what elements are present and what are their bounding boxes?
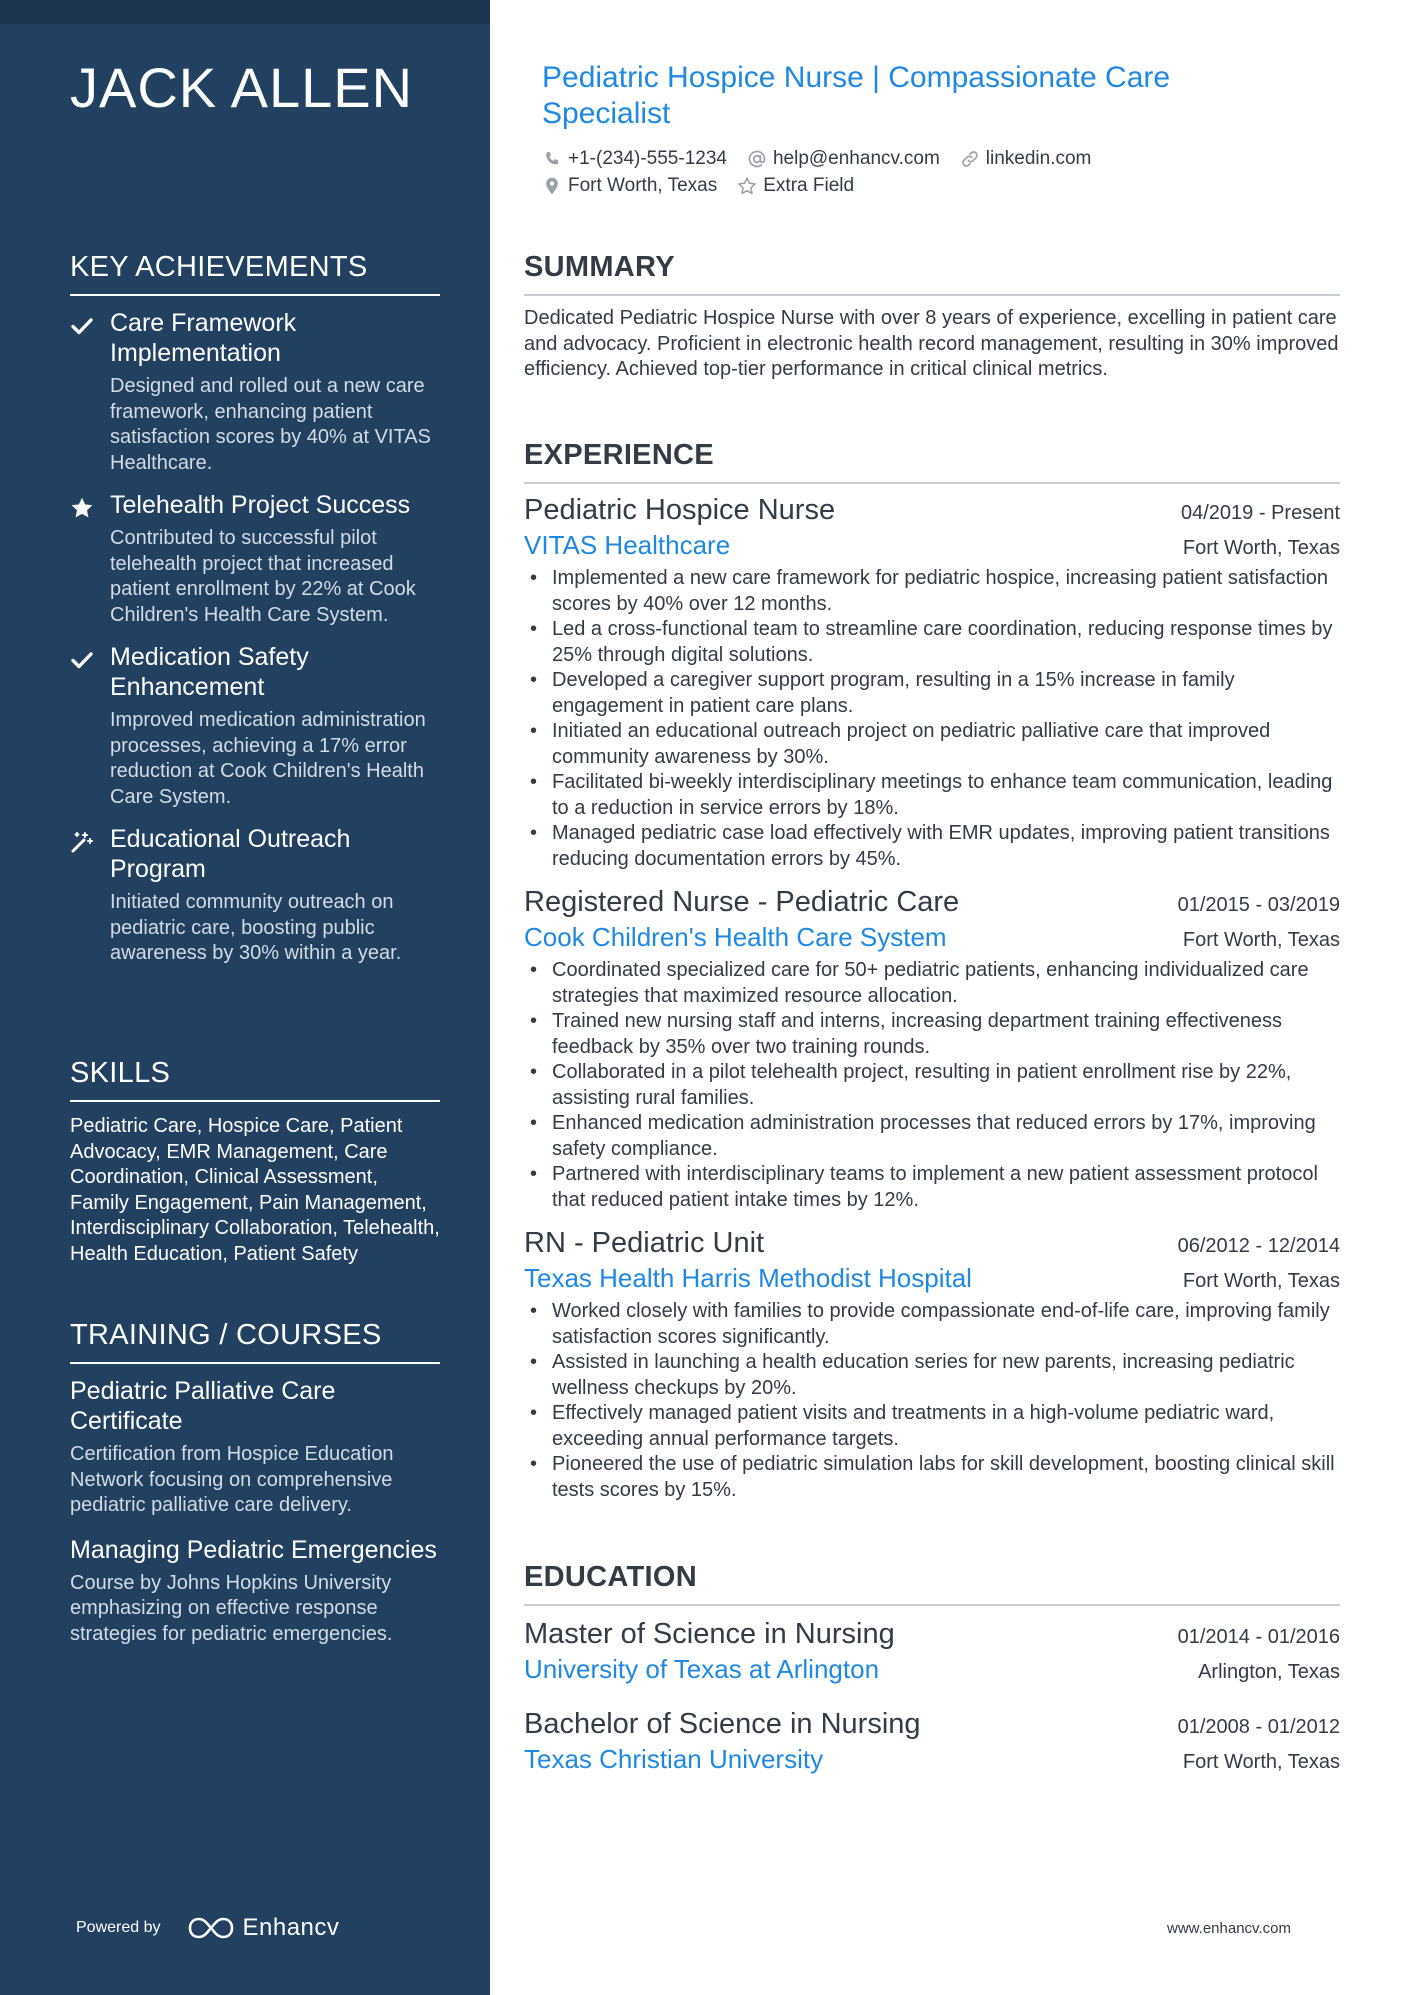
job-dates: 06/2012 - 12/2014	[1177, 1235, 1340, 1257]
job-bullet: • Pioneered the use of pediatric simulation labs for skill development, boosting clinical skill tests scores by 15%.	[524, 1452, 1340, 1503]
school-name: Texas Christian University	[524, 1744, 824, 1774]
job-bullet: • Managed pediatric case load effectively with EMR updates, improving patient transitions reducing documentation errors by 45%.	[524, 821, 1340, 872]
education-section	[524, 1558, 1340, 1776]
job-bullet: • Worked closely with families to provide compassionate end-of-life care, improving family satisfaction scores significantly.	[524, 1299, 1340, 1350]
phone-text: +1-(234)-555-1234	[568, 148, 727, 169]
job-bullet: • Led a cross-functional team to streamline care coordination, reducing response times by 25% through digital solutions.	[524, 617, 1340, 668]
job-bullet: • Collaborated in a pilot telehealth project, resulting in patient enrollment rise by 22%, assisting rural families.	[524, 1060, 1340, 1111]
summary-title: SUMMARY	[524, 248, 1340, 296]
summary-section	[524, 248, 1340, 383]
job-bullet: • Facilitated bi-weekly interdisciplinary meetings to enhance team communication, leading to a reduction in service errors by 18%.	[524, 770, 1340, 821]
job-bullets	[524, 1299, 1340, 1503]
contact-email[interactable]	[747, 148, 940, 170]
achievement-title: Care Framework Implementation	[110, 309, 297, 367]
check-icon	[70, 308, 110, 476]
email-text: help@enhancv.com	[772, 148, 940, 169]
achievement-item	[70, 490, 440, 628]
extra-field-text: Extra Field	[763, 175, 855, 196]
education-entry	[524, 1616, 1340, 1686]
achievement-item	[70, 642, 440, 810]
job-company: VITAS Healthcare	[524, 530, 731, 560]
achievement-item	[70, 824, 440, 967]
education-entry	[524, 1706, 1340, 1776]
linkedin-text: linkedin.com	[985, 148, 1092, 169]
job-bullet: • Assisted in launching a health education series for new parents, increasing pediatric wellness checkups by 20%.	[524, 1350, 1340, 1401]
job-dates: 01/2015 - 03/2019	[1177, 894, 1340, 916]
contact-location	[542, 175, 717, 197]
job-bullet: • Enhanced medication administration processes that reduced errors by 17%, improving safety compliance.	[524, 1111, 1340, 1162]
contact-phone[interactable]	[542, 148, 727, 170]
education-dates: 01/2014 - 01/2016	[1177, 1626, 1340, 1648]
course-title: Managing Pediatric Emergencies	[70, 1535, 437, 1564]
degree-title: Master of Science in Nursing	[524, 1618, 895, 1650]
job-dates: 04/2019 - Present	[1181, 502, 1340, 524]
check-icon	[70, 642, 110, 810]
degree-title: Bachelor of Science in Nursing	[524, 1708, 921, 1740]
skills-list: Pediatric Care, Hospice Care, Patient Advocacy, EMR Management, Care Coordination, Clinical Assessment, Family Engagement, Pain Management, Interdisciplinary Collaboration, Telehealth, Health Education, Patient Safety	[70, 1115, 440, 1265]
star-icon	[70, 490, 110, 628]
achievement-title: Medication Safety Enhancement	[110, 643, 309, 701]
contact-row-1	[542, 148, 1111, 170]
powered-by-label: Powered by	[76, 1919, 161, 1936]
school-name: University of Texas at Arlington	[524, 1654, 880, 1684]
course-description: Course by Johns Hopkins University emphasizing on effective response strategies for pediatric emergencies.	[70, 1571, 393, 1645]
training-title: TRAINING / COURSES	[70, 1316, 440, 1364]
skills-title: SKILLS	[70, 1054, 440, 1102]
job-bullets	[524, 958, 1340, 1213]
sidebar	[0, 0, 490, 1995]
job-bullet: • Coordinated specialized care for 50+ pediatric patients, enhancing individualized care strategies that maximized resource allocation.	[524, 958, 1340, 1009]
star-outline-icon	[737, 176, 757, 196]
achievement-item	[70, 308, 440, 476]
contact-extra	[737, 175, 854, 197]
achievement-description: Initiated community outreach on pediatric care, boosting public awareness by 30% within a year.	[110, 891, 402, 964]
contact-linkedin[interactable]	[960, 148, 1092, 170]
school-location: Fort Worth, Texas	[1182, 1751, 1340, 1773]
achievement-description: Designed and rolled out a new care framework, enhancing patient satisfaction scores by 40% at VITAS Healthcare.	[110, 375, 431, 474]
achievement-description: Improved medication administration processes, achieving a 17% error reduction at Cook Children's Health Care System.	[110, 709, 426, 808]
job-bullet: • Partnered with interdisciplinary teams to implement a new patient assessment protocol that reduced patient intake times by 12%.	[524, 1162, 1340, 1213]
summary-text: Dedicated Pediatric Hospice Nurse with over 8 years of experience, excelling in patient care and advocacy. Proficient in electronic health record management, resulting in 30% improved efficiency. Achieved top-tier performance in critical clinical metrics.	[524, 307, 1339, 380]
achievement-title: Telehealth Project Success	[110, 491, 411, 519]
job-bullet: • Trained new nursing staff and interns, increasing department training effectiveness feedback by 35% over two training rounds.	[524, 1009, 1340, 1060]
job-location: Fort Worth, Texas	[1182, 1270, 1340, 1292]
location-pin-icon	[542, 176, 562, 196]
achievement-title: Educational Outreach Program	[110, 825, 351, 883]
phone-icon	[542, 149, 562, 169]
footer-url[interactable]: www.enhancv.com	[1167, 1920, 1291, 1937]
job-company: Texas Health Harris Methodist Hospital	[524, 1263, 972, 1293]
course-item	[70, 1535, 440, 1648]
experience-title: EXPERIENCE	[524, 436, 1340, 484]
key-achievements-section	[70, 248, 440, 981]
job-bullet: • Initiated an educational outreach project on pediatric palliative care that improved community awareness by 30%.	[524, 719, 1340, 770]
course-description: Certification from Hospice Education Network focusing on comprehensive pediatric palliative care delivery.	[70, 1443, 394, 1516]
school-location: Arlington, Texas	[1198, 1661, 1340, 1683]
job-entry	[524, 1225, 1340, 1503]
job-entry	[524, 884, 1340, 1213]
location-text: Fort Worth, Texas	[568, 175, 718, 196]
experience-section	[524, 436, 1340, 1503]
training-section	[70, 1316, 440, 1663]
brand-name: Enhancv	[242, 1914, 340, 1941]
infinity-logo-icon	[187, 1915, 235, 1941]
candidate-name: JACK ALLEN	[70, 56, 414, 119]
resume-headline: Pediatric Hospice Nurse | Compassionate Care Specialist	[542, 61, 1171, 130]
achievement-description: Contributed to successful pilot telehealth project that increased patient enrollment by 22% at Cook Children's Health Care System.	[110, 527, 416, 626]
job-company: Cook Children's Health Care System	[524, 922, 947, 952]
job-location: Fort Worth, Texas	[1182, 537, 1340, 559]
job-bullet: • Implemented a new care framework for pediatric hospice, increasing patient satisfaction scores by 40% over 12 months.	[524, 566, 1340, 617]
job-entry	[524, 492, 1340, 872]
link-icon	[960, 149, 980, 169]
job-bullet: • Effectively managed patient visits and treatments in a high-volume pediatric ward, exceeding annual performance targets.	[524, 1401, 1340, 1452]
key-achievements-title: KEY ACHIEVEMENTS	[70, 248, 440, 296]
job-bullet: • Developed a caregiver support program, resulting in a 15% increase in family engagement in patient care plans.	[524, 668, 1340, 719]
sidebar-top-bar	[0, 0, 490, 24]
job-location: Fort Worth, Texas	[1182, 929, 1340, 951]
enhancv-logo[interactable]	[187, 1914, 340, 1942]
contact-row-2	[542, 175, 874, 197]
course-title: Pediatric Palliative Care Certificate	[70, 1377, 336, 1435]
powered-by	[76, 1914, 339, 1942]
education-title: EDUCATION	[524, 1558, 1340, 1606]
skills-section	[70, 1054, 440, 1267]
course-item	[70, 1376, 440, 1519]
job-bullets	[524, 566, 1340, 872]
job-title: Registered Nurse - Pediatric Care	[524, 886, 960, 918]
job-title: Pediatric Hospice Nurse	[524, 494, 836, 526]
magic-wand-icon	[70, 824, 110, 967]
at-sign-icon	[747, 149, 767, 169]
education-dates: 01/2008 - 01/2012	[1177, 1716, 1340, 1738]
job-title: RN - Pediatric Unit	[524, 1227, 765, 1259]
